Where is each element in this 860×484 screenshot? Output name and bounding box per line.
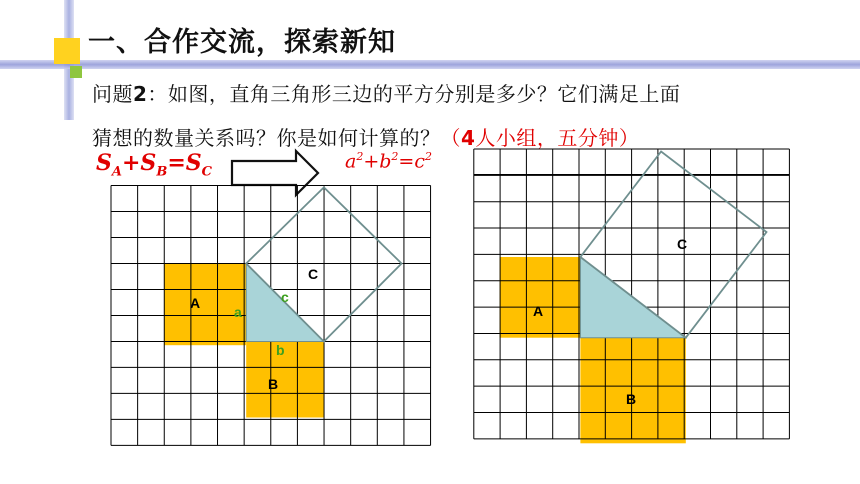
question-prefix: 问题 — [92, 82, 133, 106]
right-figure — [474, 149, 790, 443]
label-C-left: C — [308, 266, 319, 282]
implication-arrow-icon — [232, 151, 318, 195]
label-c-left: c — [281, 289, 289, 305]
square-A-right — [500, 257, 581, 338]
label-a-left: a — [234, 304, 242, 320]
label-A-right: A — [533, 303, 544, 319]
label-C-right: C — [677, 236, 688, 252]
pythagorean-formula: $a^2+b^2=c^2$ — [345, 150, 432, 173]
label-B-left: B — [268, 376, 279, 392]
area-formula: $S_A+S_B=S_C$ — [96, 150, 212, 180]
label-b-left: b — [276, 342, 285, 358]
question-number: 2 — [133, 82, 148, 106]
question-text-1: ：如图，直角三角形三边的平方分别是多少？它们满足上面 — [147, 82, 681, 106]
square-B — [246, 342, 324, 418]
left-figure — [111, 186, 431, 446]
label-A-left: A — [190, 295, 201, 311]
slide-title: 一、合作交流，探索新知 — [88, 27, 396, 58]
label-B-right: B — [626, 391, 637, 407]
question-text-2: 猜想的数量关系吗？你是如何计算的？ — [92, 126, 441, 150]
question-note: （4人小组，五分钟） — [440, 126, 640, 150]
